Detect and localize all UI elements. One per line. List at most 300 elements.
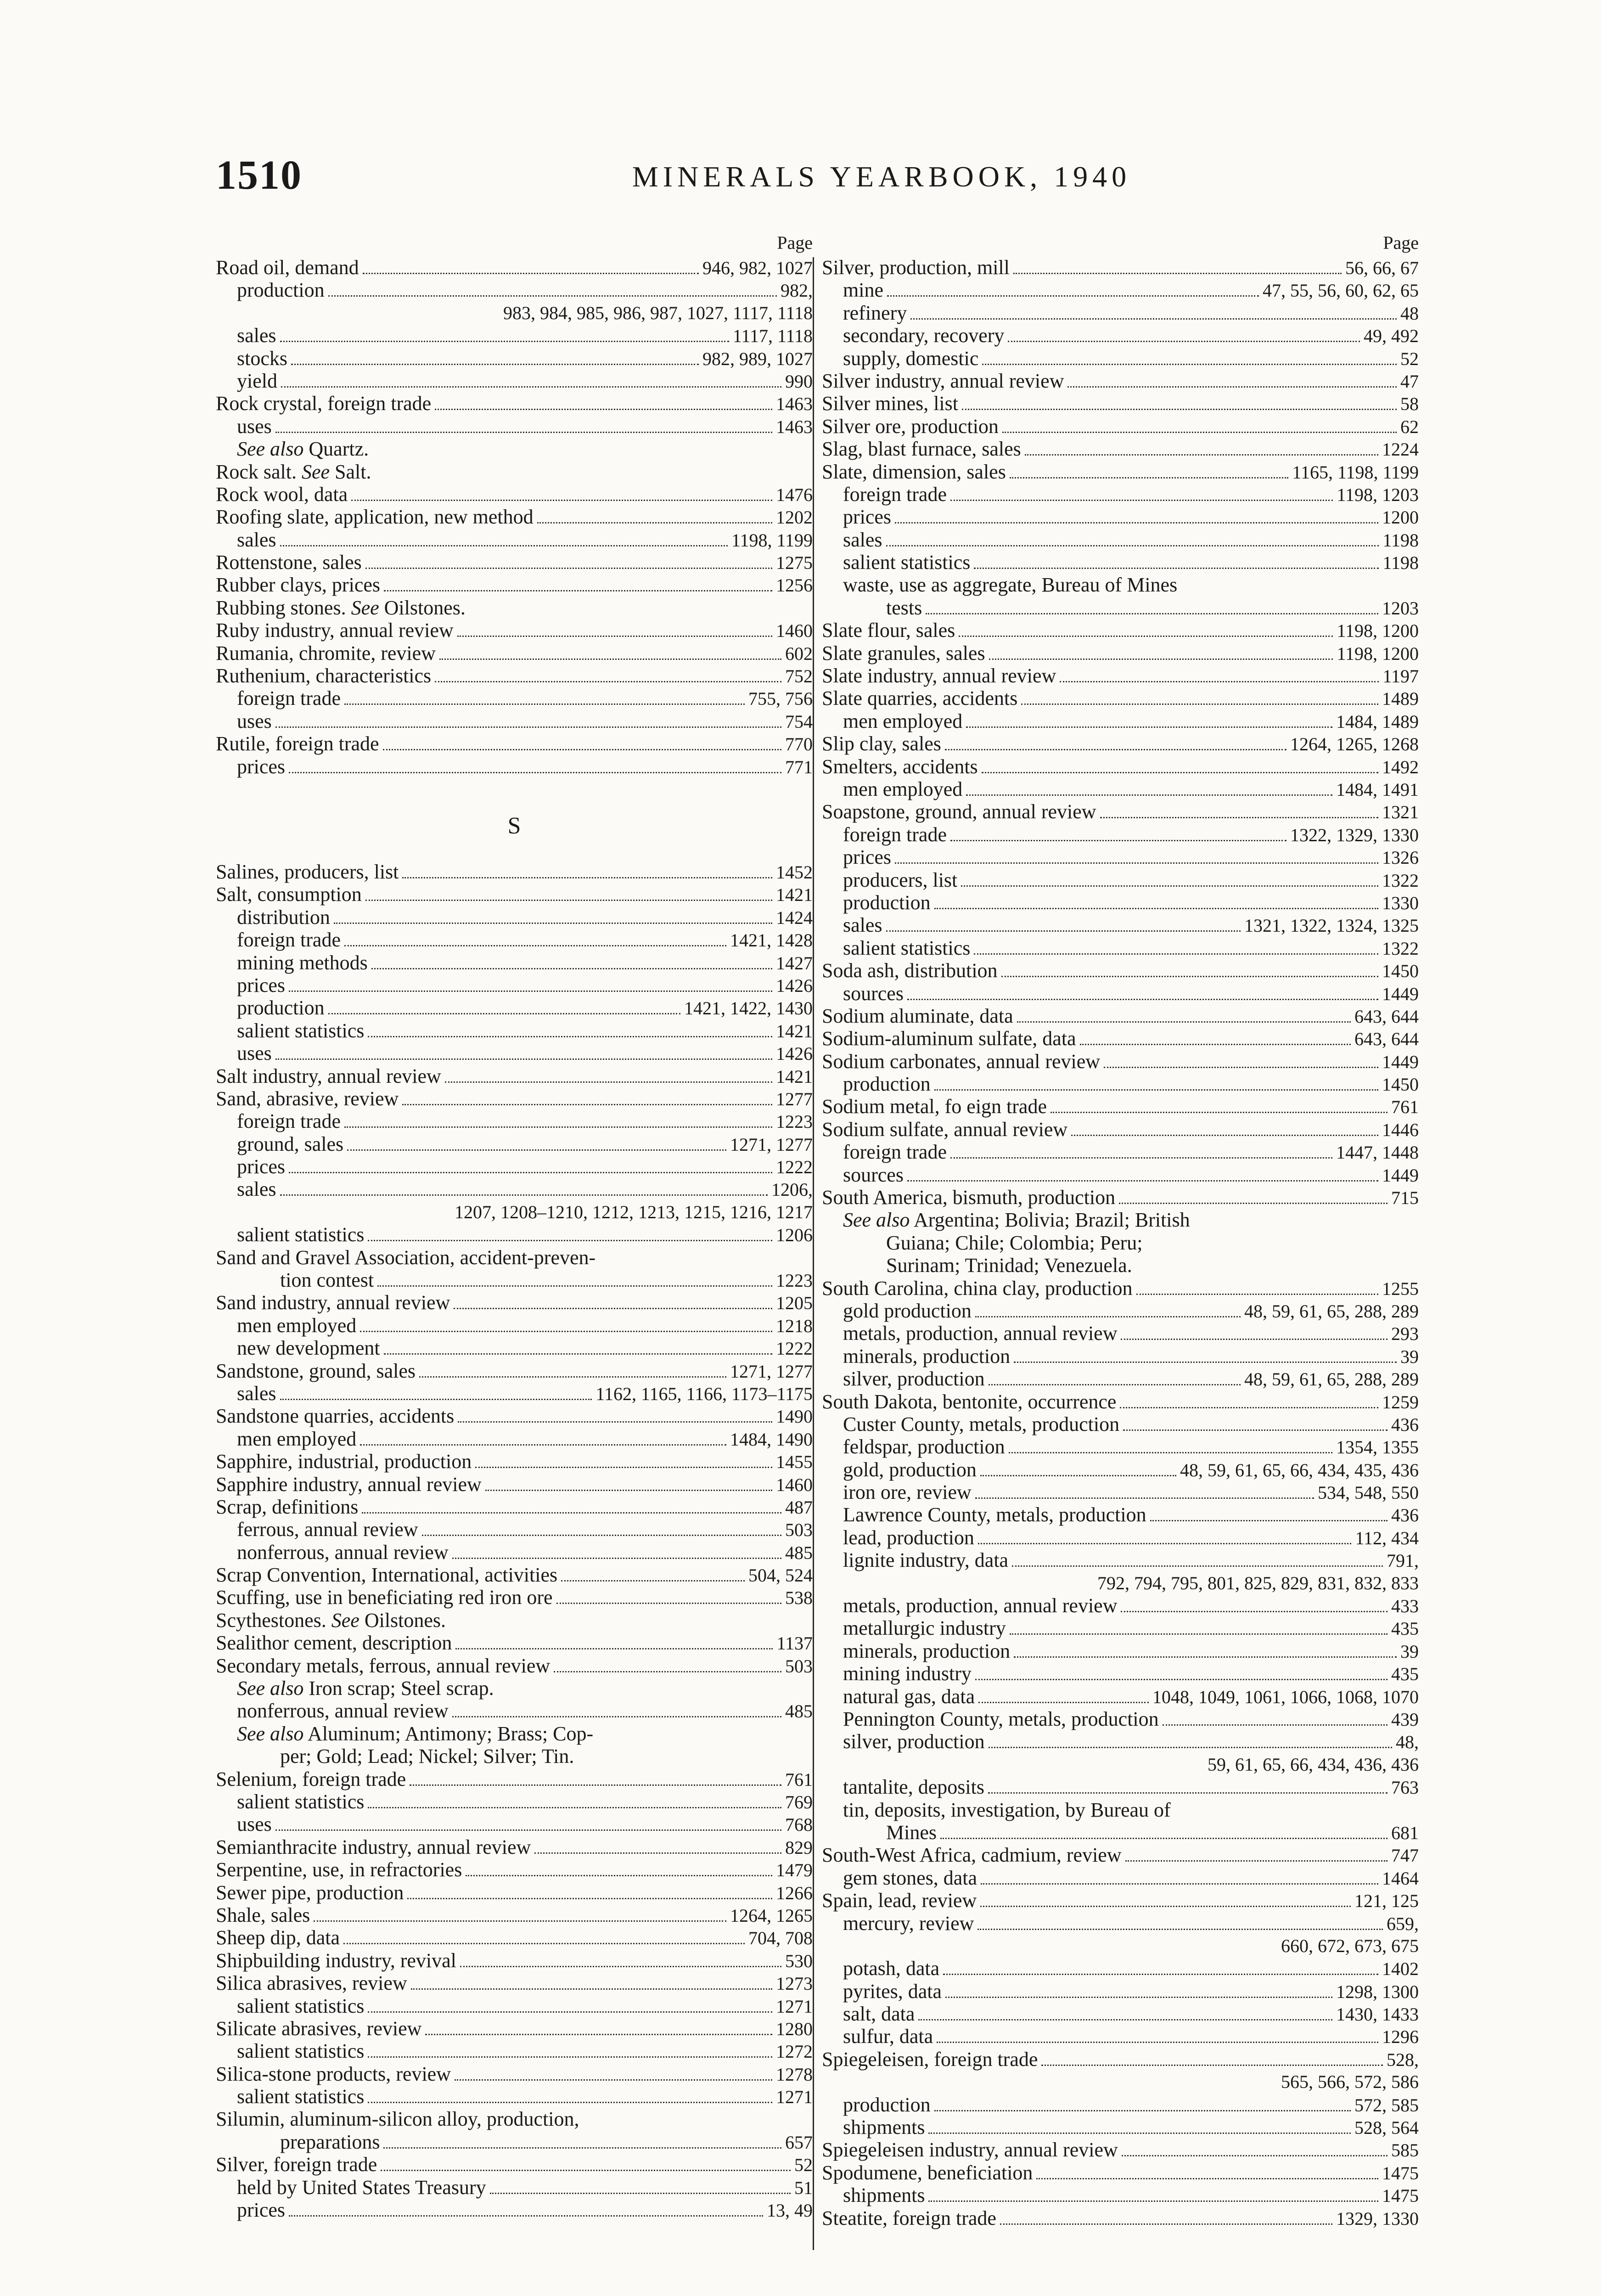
entry-term <box>843 891 931 914</box>
dot-leader <box>1002 432 1397 433</box>
dot-leader <box>1071 1135 1378 1136</box>
index-entry <box>216 597 813 619</box>
index-entry <box>216 256 813 279</box>
dot-leader <box>1119 1203 1388 1204</box>
entry-term-text: feldspar, production <box>843 1435 1005 1458</box>
index-entry <box>822 438 1419 460</box>
index-entry <box>822 1232 1419 1254</box>
index-entry <box>216 996 813 1019</box>
entry-term <box>216 642 436 664</box>
entry-term <box>237 1133 343 1155</box>
entry-term <box>822 664 1056 687</box>
entry-pages: 1449 <box>1382 983 1419 1004</box>
entry-term-text: Silica abrasives, review <box>216 1972 407 1995</box>
entry-term <box>886 1821 937 1844</box>
index-entry <box>822 392 1419 415</box>
entry-pages: 791, <box>1387 1550 1419 1571</box>
entry-pages: 1224 <box>1382 439 1419 460</box>
dot-leader <box>410 1784 781 1786</box>
index-entry <box>216 1518 813 1541</box>
entry-term <box>843 1662 972 1685</box>
index-entry <box>216 1133 813 1155</box>
entry-pages: 47 <box>1400 371 1419 392</box>
entry-pages: 1447, 1448 <box>1336 1142 1419 1163</box>
index-entry <box>822 370 1419 392</box>
entry-term-text: Silicate abrasives, review <box>216 2017 422 2040</box>
entry-term-text: Sodium sulfate, annual review <box>822 1118 1068 1141</box>
index-entry <box>822 1867 1419 1889</box>
dot-leader <box>943 1974 1378 1975</box>
index-entry <box>822 1118 1419 1141</box>
entry-pages: 436 <box>1391 1414 1419 1435</box>
entry-pages: 643, 644 <box>1354 1006 1419 1027</box>
entry-pages: 768 <box>785 1814 813 1835</box>
entry-term-text: Silver mines, list <box>822 392 958 415</box>
index-entry <box>216 1450 813 1473</box>
entry-term-text: foreign trade <box>843 823 947 846</box>
entry-term-text: tests <box>886 596 922 619</box>
entry-pages: 643, 644 <box>1354 1029 1419 1050</box>
entry-term-text: South-West Africa, cadmium, review <box>822 1844 1122 1867</box>
entry-term-text: supply, domestic <box>843 347 979 370</box>
entry-term <box>216 2063 451 2085</box>
dot-leader <box>534 1852 781 1854</box>
entry-term <box>822 2138 1118 2161</box>
entry-term <box>216 1904 310 1926</box>
index-entry <box>216 1995 813 2017</box>
entry-term <box>216 1836 531 1858</box>
entry-pages: 1329, 1330 <box>1336 2208 1419 2229</box>
entry-term-text: Scrap, definitions <box>216 1495 359 1518</box>
entry-term <box>237 996 325 1019</box>
dot-leader <box>455 2079 772 2081</box>
index-entry <box>822 1753 1419 1776</box>
entry-term-text: Rutile, foreign trade <box>216 732 379 755</box>
entry-term <box>822 1050 1100 1073</box>
entry-pages: 1271 <box>776 1996 813 2017</box>
dot-leader <box>435 409 772 410</box>
index-entry <box>216 2085 813 2108</box>
entry-term-text: mining industry <box>843 1662 972 1685</box>
dot-leader <box>1050 1112 1388 1113</box>
entry-term-text: men employed <box>843 709 963 732</box>
entry-term <box>843 1322 1117 1345</box>
dot-leader <box>452 1716 781 1717</box>
dot-leader <box>1104 1067 1378 1068</box>
entry-pages: 660, 672, 673, 675 <box>1281 1935 1419 1956</box>
entry-term <box>843 823 947 846</box>
index-entry <box>216 1337 813 1359</box>
entry-term <box>216 861 399 883</box>
entry-term <box>216 2017 421 2040</box>
index-entry <box>216 1632 813 1654</box>
entry-term-text: prices <box>237 755 286 778</box>
entry-term <box>843 2093 931 2116</box>
dot-leader <box>978 1702 1149 1703</box>
dot-leader <box>402 1104 772 1105</box>
entry-pages: 528, 564 <box>1354 2117 1419 2138</box>
entry-term-text: gem stones, data <box>843 1866 977 1889</box>
dot-leader <box>556 1603 781 1604</box>
index-entry <box>822 800 1419 823</box>
index-entry <box>822 869 1419 891</box>
dot-leader <box>343 1943 745 1944</box>
entry-term-text: uses <box>237 415 272 438</box>
index-entry <box>822 2003 1419 2025</box>
entry-pages: 752 <box>785 666 813 687</box>
dot-leader <box>1060 681 1379 682</box>
index-entry <box>216 370 813 392</box>
entry-pages: 1424 <box>776 907 813 928</box>
dot-leader <box>1150 1520 1388 1521</box>
entry-term-text: Silver industry, annual review <box>822 369 1064 392</box>
entry-pages: 1330 <box>1382 892 1419 913</box>
dot-leader <box>344 1126 772 1128</box>
entry-term <box>822 1118 1067 1141</box>
entry-term <box>216 574 380 596</box>
dot-leader <box>1136 1294 1378 1295</box>
dot-leader <box>419 1376 726 1378</box>
index-entry <box>216 392 813 415</box>
entry-term-text: distribution <box>237 906 330 929</box>
entry-term <box>216 1450 472 1473</box>
index-entry <box>822 619 1419 642</box>
index-entry <box>216 1972 813 1994</box>
entry-term-text: nonferrous, annual review <box>237 1699 449 1722</box>
entry-term <box>216 664 431 687</box>
dot-leader <box>1067 386 1397 388</box>
dot-leader <box>982 772 1378 773</box>
entry-pages: 1197 <box>1382 666 1419 687</box>
dot-leader <box>344 945 726 946</box>
index-entry <box>216 1201 813 1223</box>
index-entry <box>216 1042 813 1064</box>
entry-pages: 485 <box>785 1542 813 1563</box>
index-entry <box>216 1881 813 1904</box>
entry-term-text: held by United States Treasury <box>237 2176 486 2199</box>
entry-term-text: Rumania, chromite, review <box>216 642 436 664</box>
index-entry <box>216 1586 813 1609</box>
entry-term <box>237 1813 272 1835</box>
index-entry <box>216 1790 813 1813</box>
entry-pages: 1218 <box>776 1315 813 1336</box>
entry-term <box>822 619 955 642</box>
entry-pages: 1421 <box>776 1020 813 1041</box>
entry-pages: 1475 <box>1382 2185 1419 2206</box>
entry-pages: 1048, 1049, 1061, 1066, 1068, 1070 <box>1152 1686 1419 1707</box>
entry-term <box>843 1980 942 2003</box>
entry-pages: 659, <box>1387 1913 1419 1934</box>
index-entry <box>216 1722 813 1745</box>
index-entry <box>822 506 1419 528</box>
entry-term <box>843 1503 1146 1526</box>
entry-term <box>237 2040 364 2062</box>
entry-term-text: Road oil, demand <box>216 256 359 279</box>
entry-pages: 1426 <box>776 975 813 996</box>
entry-pages: 657 <box>785 2132 813 2153</box>
dot-leader <box>950 840 1286 841</box>
entry-pages: 1421, 1428 <box>730 930 813 951</box>
entry-term-text: Rottenstone, sales <box>216 551 362 574</box>
entry-pages: 1266 <box>776 1882 813 1903</box>
entry-term <box>237 1155 285 1178</box>
index-entry <box>216 1087 813 1110</box>
index-entry <box>216 1541 813 1564</box>
index-entry <box>216 1745 813 1767</box>
entry-pages: 1421, 1422, 1430 <box>684 998 813 1019</box>
index-entry <box>216 1904 813 1926</box>
entry-pages: 121, 125 <box>1354 1891 1419 1912</box>
index-entry <box>822 1300 1419 1322</box>
entry-term-text: Sand industry, annual review <box>216 1291 450 1314</box>
index-entry <box>216 664 813 687</box>
dot-leader <box>980 1906 1351 1907</box>
entry-term-text: preparations <box>280 2130 380 2153</box>
entry-term <box>280 1269 374 1291</box>
index-entry <box>822 1005 1419 1027</box>
entry-pages: 1259 <box>1382 1391 1419 1412</box>
entry-term <box>822 732 941 755</box>
entry-term-text: yield <box>237 369 277 392</box>
entry-term-text: prices <box>237 974 286 996</box>
entry-term <box>237 1223 364 1246</box>
entry-term <box>843 914 882 936</box>
running-title: MINERALS YEARBOOK, 1940 <box>632 160 1131 193</box>
dot-leader <box>458 1421 772 1423</box>
entry-term <box>822 1390 1116 1413</box>
entry-term <box>237 2176 486 2199</box>
entry-term-text: Slip clay, sales <box>822 732 941 755</box>
see-reference-target: Aluminum; Antimony; Brass; Cop- <box>303 1722 594 1745</box>
entry-term <box>843 1458 977 1481</box>
see-reference-target: Argentina; Bolivia; Brazil; British <box>910 1209 1190 1232</box>
entry-term <box>822 642 985 664</box>
entry-pages: 1162, 1165, 1166, 1173–1175 <box>595 1383 813 1404</box>
entry-term <box>822 2048 1038 2071</box>
dot-leader <box>1120 1407 1378 1408</box>
entry-term-text: Sand and Gravel Association, accident-preven- <box>216 1246 596 1269</box>
entry-term <box>237 1178 276 1200</box>
dot-leader <box>1014 1656 1397 1658</box>
dot-leader <box>1014 1362 1397 1363</box>
entry-term <box>237 1790 364 1813</box>
entry-term <box>237 1382 276 1405</box>
index-entry <box>822 279 1419 301</box>
entry-pages: 1137 <box>776 1633 813 1654</box>
entry-term-text: Lawrence County, metals, production <box>843 1503 1146 1526</box>
entry-term <box>822 370 1064 392</box>
entry-term <box>216 1654 550 1677</box>
entry-term <box>237 2199 285 2221</box>
entry-term <box>237 1428 356 1450</box>
index-entry <box>216 529 813 551</box>
index-entry <box>216 619 813 642</box>
entry-term <box>843 347 978 370</box>
dot-leader <box>457 636 772 637</box>
index-entry <box>216 1405 813 1427</box>
index-entry <box>822 1935 1419 1957</box>
entry-term-text: sources <box>843 1163 904 1186</box>
index-entry <box>822 483 1419 506</box>
entry-term <box>216 2108 579 2130</box>
entry-term-text: Serpentine, use, in refractories <box>216 1858 462 1881</box>
dot-leader <box>926 613 1378 614</box>
entry-term-text: Roofing slate, application, new method <box>216 506 534 529</box>
index-entry <box>822 2048 1419 2071</box>
entry-term-text: Silumin, aluminum-silicon alloy, production, <box>216 2108 579 2131</box>
dot-leader <box>989 1747 1392 1748</box>
entry-term <box>216 1768 406 1790</box>
entry-term-text: Sewer pipe, production <box>216 1881 404 1904</box>
index-entry <box>216 951 813 974</box>
entry-term-text: new development <box>237 1337 380 1360</box>
index-entry <box>216 1178 813 1200</box>
entry-term-text: foreign trade <box>843 1141 947 1164</box>
entry-term-text: tion contest <box>280 1269 374 1292</box>
entry-pages: 1198, 1203 <box>1337 484 1419 505</box>
entry-term <box>843 1549 1008 1571</box>
entry-term <box>843 778 962 800</box>
dot-leader <box>945 749 1286 750</box>
entry-term <box>822 461 1006 483</box>
entry-term-text: prices <box>237 2199 286 2222</box>
index-list-r <box>216 256 813 778</box>
entry-term-text: Scrap Convention, International, activities <box>216 1564 558 1587</box>
entry-pages: 435 <box>1391 1618 1419 1639</box>
entry-term <box>280 2131 380 2153</box>
dot-leader <box>490 2193 791 2194</box>
entry-term-text: mine <box>843 279 883 302</box>
entry-term-text: Sand, abrasive, review <box>216 1087 399 1110</box>
index-entry <box>216 687 813 709</box>
entry-pages: 534, 548, 550 <box>1318 1482 1419 1503</box>
dot-leader <box>934 2110 1351 2111</box>
index-entry <box>216 642 813 664</box>
dot-leader <box>950 1157 1332 1159</box>
dot-leader <box>384 590 772 591</box>
entry-term-text: production <box>843 1073 931 1096</box>
index-entry <box>216 279 813 301</box>
entry-term <box>843 1708 1159 1730</box>
entry-term <box>843 1141 947 1163</box>
entry-term-text: men employed <box>843 777 963 800</box>
index-entry <box>216 2153 813 2176</box>
index-entry <box>216 1677 813 1699</box>
dot-leader <box>334 923 772 924</box>
dot-leader <box>980 1475 1176 1476</box>
index-entry <box>822 1912 1419 1935</box>
entry-pages: 990 <box>785 371 813 392</box>
dot-leader <box>368 1807 781 1808</box>
index-entry <box>822 1572 1419 1594</box>
dot-leader <box>1080 1044 1351 1045</box>
entry-term <box>843 2025 933 2048</box>
index-entry <box>216 1065 813 1087</box>
index-entry <box>822 461 1419 483</box>
entry-term-text: Slate quarries, accidents <box>822 687 1018 710</box>
page-column-label: Page <box>1383 232 1419 253</box>
entry-pages: 1255 <box>1382 1278 1419 1299</box>
index-entry <box>822 256 1419 279</box>
dot-leader <box>291 364 699 365</box>
right-column <box>822 230 1419 2229</box>
entry-pages: 1206 <box>776 1225 813 1246</box>
entry-pages: 704, 708 <box>748 1928 813 1949</box>
entry-pages: 487 <box>785 1497 813 1518</box>
entry-term-text: Sheep dip, data <box>216 1926 340 1949</box>
index-entry <box>822 823 1419 846</box>
entry-term <box>237 710 272 732</box>
entry-term-text: sources <box>843 982 904 1005</box>
entry-term <box>216 483 348 506</box>
entry-term-text: prices <box>843 846 892 869</box>
entry-pages: 1273 <box>776 1973 813 1994</box>
dot-leader <box>445 1081 772 1083</box>
entry-term-text: salient statistics <box>237 1223 365 1246</box>
entry-pages: 1223 <box>776 1111 813 1132</box>
entry-term <box>843 483 947 506</box>
entry-term <box>237 2085 364 2108</box>
entry-pages: 13, 49 <box>767 2200 813 2221</box>
entry-term <box>822 1844 1122 1866</box>
entry-term-text: stocks <box>237 347 287 370</box>
entry-pages: 572, 585 <box>1354 2094 1419 2116</box>
index-entry <box>822 302 1419 324</box>
index-entry <box>216 574 813 596</box>
index-entry <box>822 1390 1419 1413</box>
entry-term-text: iron ore, review <box>843 1481 972 1504</box>
dot-leader <box>383 2147 781 2149</box>
entry-pages: 1117, 1118 <box>732 326 813 347</box>
entry-pages: 1463 <box>776 416 813 437</box>
dot-leader <box>537 522 772 523</box>
entry-term-text: Steatite, foreign trade <box>822 2206 996 2229</box>
index-entry <box>822 1980 1419 2003</box>
index-entry <box>216 710 813 732</box>
dot-leader <box>910 318 1397 320</box>
dot-leader <box>975 1316 1241 1317</box>
dot-leader <box>360 1444 726 1446</box>
index-entry <box>216 1360 813 1382</box>
entry-term <box>822 959 998 982</box>
entry-pages: 715 <box>1391 1187 1419 1209</box>
entry-term-text: Sodium carbonates, annual review <box>822 1050 1101 1073</box>
dot-leader <box>280 341 729 342</box>
dot-leader <box>407 1898 772 1899</box>
entry-term-text: Salt industry, annual review <box>216 1064 441 1087</box>
dot-leader <box>1012 1565 1383 1567</box>
entry-term-text: Slag, blast furnace, sales <box>822 438 1021 461</box>
entry-term <box>843 1685 975 1708</box>
dot-leader <box>281 386 781 388</box>
entry-term-text: prices <box>843 506 892 529</box>
entry-pages: 1449 <box>1382 1165 1419 1186</box>
index-entry <box>216 2176 813 2199</box>
entry-pages: 1484, 1489 <box>1336 711 1419 732</box>
dot-leader <box>328 1013 680 1014</box>
index-entry <box>216 2108 813 2130</box>
index-entry <box>822 1413 1419 1435</box>
index-entry <box>822 2116 1419 2138</box>
entry-term-text: South Carolina, china clay, production <box>822 1277 1133 1300</box>
page-header <box>216 152 1428 207</box>
entry-pages: 1277 <box>776 1088 813 1109</box>
entry-term-text: shipments <box>843 2116 925 2139</box>
index-entry <box>216 347 813 370</box>
dot-leader <box>937 2042 1378 2043</box>
entry-term-text: Sandstone, ground, sales <box>216 1359 416 1382</box>
entry-term-text: tin, deposits, investigation, by Bureau of <box>843 1798 1171 1821</box>
